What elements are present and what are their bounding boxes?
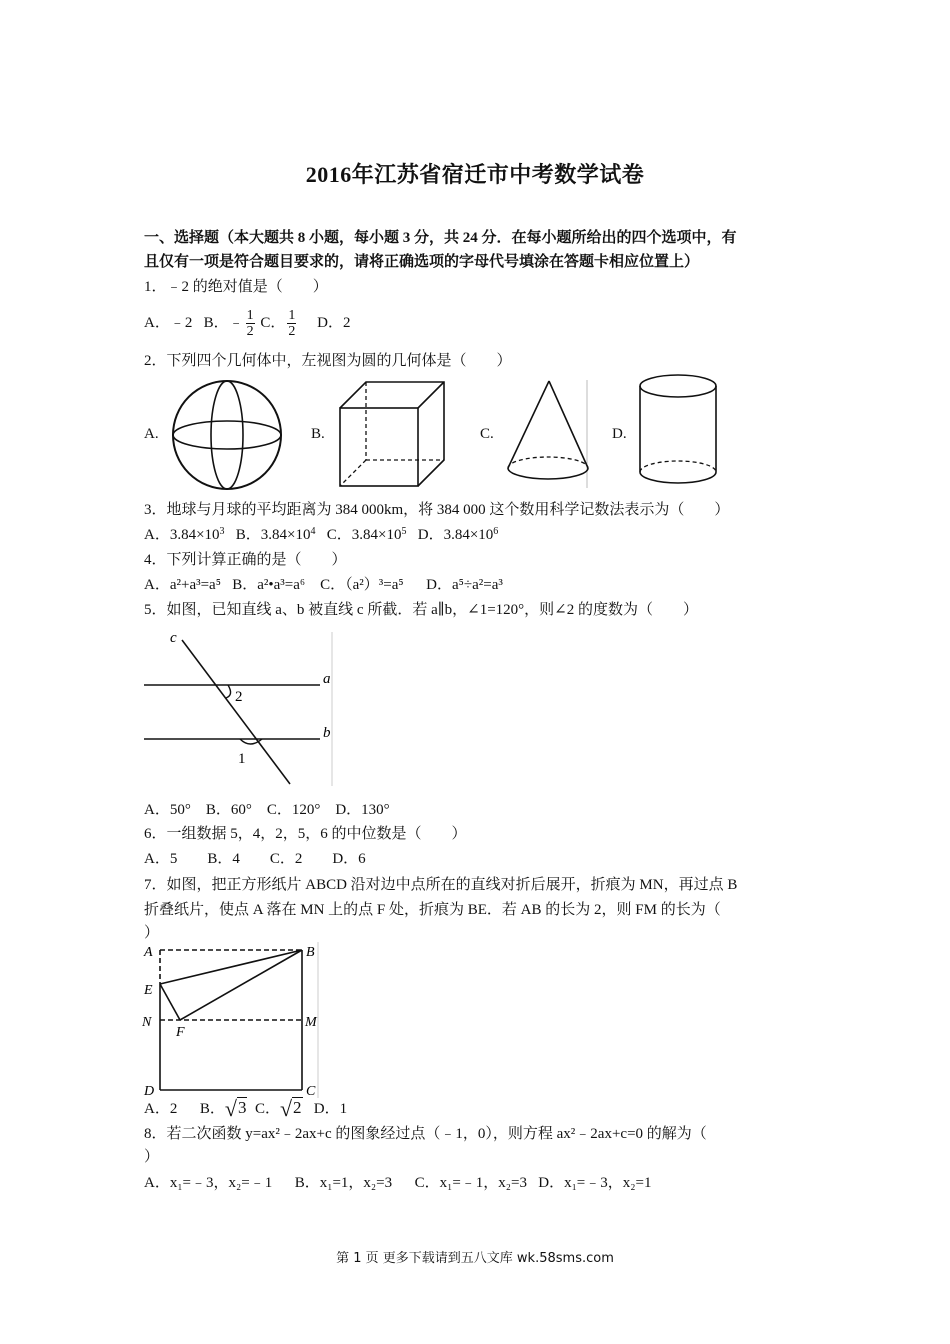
- q3-option-b-exp: 4: [310, 526, 316, 537]
- page-title: 2016年江苏省宿迁市中考数学试卷: [305, 162, 645, 187]
- q1-option-d: D．2: [317, 315, 351, 331]
- q2-label-a: A.: [144, 426, 159, 442]
- fraction-denominator: 2: [246, 324, 254, 340]
- section-heading-line2: 且仅有一项是符合题目要求的，请将正确选项的字母代号填涂在答题卡相应位置上）: [144, 254, 700, 270]
- q3-option-c-base: C．3.84×10: [326, 527, 402, 543]
- q4-option-d: D．a⁵÷a²=a³: [426, 577, 503, 593]
- q8-options: [144, 1173, 651, 1193]
- fraction-denominator: 2: [288, 324, 296, 340]
- q7-label-B: B: [306, 945, 315, 960]
- q3-option-a: [144, 527, 225, 543]
- q7-sqrt-c: [280, 1096, 303, 1121]
- section-heading-line1: 一、选择题（本大题共 8 小题，每小题 3 分，共 24 分．在每小题所给出的四个选项中，有: [144, 230, 737, 246]
- q7-square-figure: [142, 942, 322, 1100]
- q1-stem: 1．﹣2 的绝对值是（ ）: [144, 279, 328, 295]
- q7-option-d: D．1: [313, 1101, 348, 1117]
- q7-stem-line1: 7．如图，把正方形纸片 ABCD 沿对边中点所在的直线对折后展开，折痕为 MN，再过点 B: [144, 877, 738, 893]
- radicand: 2: [293, 1098, 302, 1117]
- q5-label-angle2: 2: [235, 689, 243, 705]
- q5-label-angle1: 1: [238, 751, 246, 767]
- q8-option-a: A．x₁=﹣3，x₂=﹣1: [144, 1175, 273, 1191]
- q7-stem-line3: ）: [144, 925, 160, 941]
- q6-stem: 6．一组数据 5，4，2，5，6 的中位数是（ ）: [144, 826, 467, 842]
- q7-label-F: F: [176, 1025, 185, 1040]
- q7-label-M: M: [305, 1015, 317, 1030]
- cylinder-figure: [636, 372, 720, 492]
- q7-label-E: E: [144, 983, 153, 998]
- q5-stem: 5．如图，已知直线 a、b 被直线 c 所截．若 a∥b，∠1=120°，则∠2 的度数为（ ）: [144, 602, 698, 618]
- fraction-numerator: 1: [288, 308, 296, 324]
- sphere-figure: [170, 378, 284, 492]
- q2-label-b: B.: [311, 426, 325, 442]
- cone-figure: [500, 378, 590, 490]
- q7-label-C: C: [306, 1084, 316, 1099]
- q7-option-a: A．2: [144, 1101, 178, 1117]
- page-footer: 第 1 页 更多下载请到五八文库 wk.58sms.com: [336, 1251, 614, 1266]
- q4-option-b: B．a²•a³=a⁶: [232, 577, 306, 593]
- q3-stem: 3．地球与月球的平均距离为 384 000km，将 384 000 这个数用科学记数法表示为（ ）: [144, 502, 730, 518]
- q3-option-c-exp: 5: [401, 526, 407, 537]
- q8-stem-line2: ）: [144, 1149, 160, 1165]
- radicand: 3: [237, 1098, 247, 1117]
- radical-sign: √: [224, 1096, 237, 1121]
- q7-option-c: C．: [254, 1101, 280, 1117]
- q1-option-b: B．﹣: [203, 315, 244, 331]
- q8-stem-line1: 8．若二次函数 y=ax²﹣2ax+c 的图象经过点（﹣1，0），则方程 ax²﹣2ax+c=0 的解为（: [144, 1126, 707, 1142]
- q1-options: [144, 308, 350, 338]
- q8-option-c: C．x₁=﹣1，x₂=3: [414, 1175, 527, 1191]
- q5-label-a: a: [323, 671, 331, 687]
- q3-option-a-exp: 3: [219, 526, 225, 537]
- q3-options: [144, 525, 498, 545]
- radical-sign: √: [279, 1096, 293, 1121]
- q4-option-c: C．（a²）³=a⁵: [320, 577, 404, 593]
- q5-options: A．50° B．60° C．120° D．130°: [144, 802, 390, 818]
- q3-option-d: [418, 527, 499, 543]
- q2-stem: 2．下列四个几何体中，左视图为圆的几何体是（ ）: [144, 353, 512, 369]
- q4-options: [144, 575, 503, 595]
- q7-label-A: A: [144, 945, 153, 960]
- q3-option-d-base: D．3.84×10: [417, 527, 494, 543]
- q1-fraction-b: [246, 308, 255, 339]
- q4-stem: 4．下列计算正确的是（ ）: [144, 552, 347, 568]
- q1-option-a: A．﹣2: [144, 315, 193, 331]
- q2-label-c: C.: [480, 426, 494, 442]
- q1-fraction-c: [287, 308, 296, 339]
- q7-label-N: N: [142, 1015, 152, 1030]
- q5-label-c: c: [170, 632, 177, 646]
- q3-option-a-base: A．3.84×10: [144, 527, 220, 543]
- q5-label-b: b: [323, 725, 331, 741]
- q3-option-c: [327, 527, 407, 543]
- q3-option-d-exp: 6: [493, 526, 499, 537]
- q3-option-b: [236, 527, 316, 543]
- q7-sqrt-b: [225, 1096, 248, 1121]
- q4-option-a: A．a²+a³=a⁵: [144, 577, 221, 593]
- fraction-numerator: 1: [246, 308, 254, 324]
- q7-label-D: D: [144, 1084, 155, 1099]
- q8-option-d: D．x₁=﹣3，x₂=1: [538, 1175, 652, 1191]
- q3-option-b-base: B．3.84×10: [235, 527, 311, 543]
- q8-option-b: B．x₁=1，x₂=3: [294, 1175, 393, 1191]
- q5-parallel-lines-figure: [142, 632, 334, 788]
- q7-option-b: B．: [199, 1101, 225, 1117]
- q6-options: A．5 B．4 C．2 D．6: [144, 851, 366, 867]
- q7-options: [144, 1096, 347, 1120]
- cube-figure: [338, 380, 448, 490]
- q2-label-d: D.: [612, 426, 627, 442]
- q7-stem-line2: 折叠纸片，使点 A 落在 MN 上的点 F 处，折痕为 BE．若 AB 的长为 2，则 FM 的长为（: [144, 902, 721, 918]
- q1-option-c: C．: [260, 315, 286, 331]
